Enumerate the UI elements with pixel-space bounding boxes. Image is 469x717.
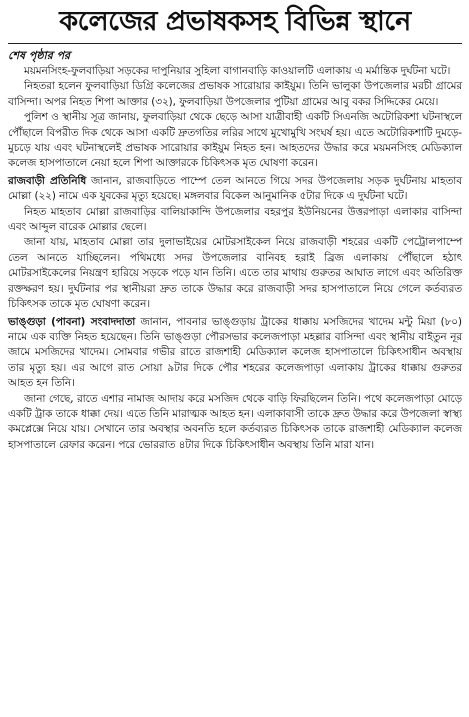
paragraph [8,64,462,79]
paragraph [8,174,462,205]
paragraph [8,315,462,392]
paragraph [8,235,462,312]
paragraph-text: জানান, রাজবাড়িতে পাম্পে তেল আনতে গিয়ে সদর উপজেলায় সড়ক দুর্ঘটনায় মাহতাব মোল্লা (২২) নামে এক যুবকের মৃত্যু হয়েছে। মঙ্গলবার বিকেল আনুমানিক ৫টার দিকে এ দুর্ঘটনা ঘটে। [8,174,462,203]
paragraph [8,205,462,236]
dateline: ভাঙ্গুড়া (পাবনা) সংবাদদাতা [8,315,136,328]
paragraph-text: জানান, পাবনার ভাঙ্গুড়ায় ট্রাকের ধাক্কায় মসজিদের খাদেম মন্টু মিয়া (৮০) নামে এক ব্যক্তি নিহত হয়েছেন। তিনি ভাঙ্গুড়া পৌরসভার কলেজপাড়া মহল্লার বাসিন্দা এবং স্থানীয় বাইতুন নূর জামে মসজিদের খাদেম। সোমবার গভীর রাতে রাজশাহী মেডিক্যাল কলেজ হাসপাতালে চিকিৎসাধীন অবস্থায় তার মৃত্যু হয়। এর আগে রাত সোয়া ৯টার দিকে পৌর শহরের কলেজপাড়া এলাকায় ট্রাকের ধাক্কায় গুরুতর আহত হন তিনি। [8,315,462,390]
paragraph-text: পুলিশ ও স্থানীয় সূত্র জানায়, ফুলবাড়িয়া থেকে ছেড়ে আসা যাত্রীবাহী একটি সিএনজি অটোরিকশা ঘটনাস্থলে পৌঁছালে বিপরীত দিক থেকে আসা একটি দ্রুতগতির লরির সাথে মুখোমুখি সংঘর্ষ হয়। এতে অটোরিকশাটি দুমড়ে-মুচড়ে যায় এবং ঘটনাস্থলেই প্রভাষক সারোয়ার কাইয়ুম নিহত হন। আহতদের উদ্ধার করে ময়মনসিংহ মেডিক্যাল কলেজ হাসপাতালে নেয়া হলে শিপা আক্তারকে চিকিৎসক মৃত ঘোষণা করেন। [8,111,462,170]
paragraph [8,110,462,172]
paragraph-text: ময়মনসিংহ-ফুলবাড়িয়া সড়কের দাপুনিয়ার সুহিলা বাগানবাড়ি কাওয়ালটি এলাকায় এ মর্মান্তিক দুর্ঘটনা ঘটে। [24,65,451,77]
paragraph-text: নিহত মাহতাব মোল্লা রাজবাড়ির বালিয়াকান্দি উপজেলার বহরপুর ইউনিয়নের উত্তরপাড়া এলাকার বাসিন্দা এবং আব্দুল বারেক মোল্লার ছেলে। [8,205,462,234]
article-body [8,64,462,453]
headline: কলেজের প্রভাষকসহ বিভিন্ন স্থানে [59,6,411,37]
paragraph-text: জানা যায়, মাহতাব মোল্লা তার দুলাভাইয়ের মোটরসাইকেল নিয়ে রাজবাড়ী শহরের একটি পেট্রোলপাম্পে তেল আনতে যাচ্ছিলেন। পথিমধ্যে সদর উপজেলার বানিবহ হরাই ব্রিজ এলাকায় পৌঁছালে হঠাৎ মোটরসাইকেলের নিয়ন্ত্রণ হারিয়ে সড়কে পড়ে যান তিনি। এতে তার মাথায় গুরুতর আঘাত লাগে এবং অতিরিক্ত রক্তক্ষরণ হয়। দুর্ঘটনার পর স্থানীয়রা দ্রুত তাকে উদ্ধার করে রাজবাড়ী সদর হাসপাতালে নিয়ে গেলে কর্তব্যরত চিকিৎসক তাকে মৃত ঘোষণা করেন। [8,236,462,311]
paragraph [8,79,462,110]
paragraph [8,392,462,454]
dateline: রাজবাড়ী প্রতিনিধি [8,174,87,187]
paragraph-text: জানা গেছে, রাতে এশার নামাজ আদায় করে মসজিদ থেকে বাড়ি ফিরছিলেন তিনি। পথে কলেজপাড়া মোড়ে একটি ট্রাক তাকে ধাক্কা দেয়। এতে তিনি মারাত্মক আহত হন। এলাকাবাসী তাকে দ্রুত উদ্ধার করে উপজেলা স্বাস্থ্য কমপ্লেক্সে নিয়ে যায়। সেখানে তার অবস্থার অবনতি হলে কর্তব্যরত চিকিৎসক তাকে রাজশাহী মেডিক্যাল কলেজ হাসপাতালে রেফার করেন। পরে ভোররাত ৪টার দিকে চিকিৎসাধীন অবস্থায় তিনি মারা যান। [8,392,462,451]
paragraph-text: নিহতরা হলেন ফুলবাড়িয়া ডিগ্রি কলেজের প্রভাষক সারোয়ার কাইয়ুম। তিনি ভালুকা উপজেলার মরচী গ্রামের বাসিন্দা। অপর নিহত শিপা আক্তার (৩২), ফুলবাড়িয়া উপজেলার পুটিয়া গ্রামের আবু বকর সিদ্দিকের মেয়ে। [8,80,462,108]
continued-label: শেষ পৃষ্ঠার পর [8,49,71,62]
headline-rule [8,43,462,44]
